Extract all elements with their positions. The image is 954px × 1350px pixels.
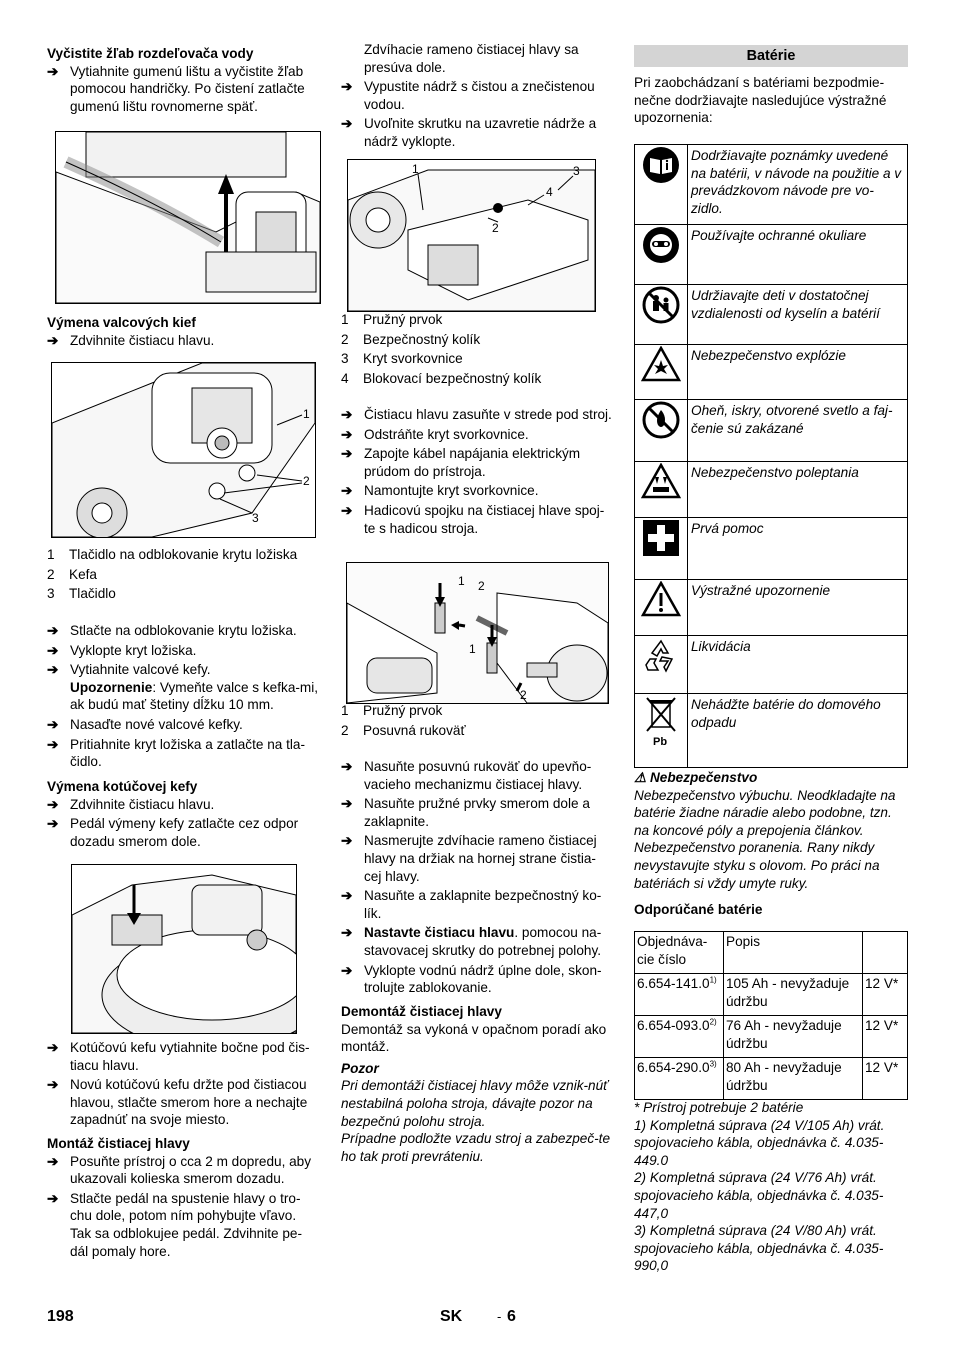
corrosive-icon — [641, 463, 681, 499]
table-cell: 6.654-093.0$^{2)}$ — [635, 1016, 724, 1058]
arrow-icon: ➔ — [341, 446, 353, 462]
step: ➔ Nastavte čistiacu hlavu. pomocou na-stavovacej skrutky do potrebnej polohy. — [341, 925, 602, 958]
step: ➔ Vyklopte kryt ložiska. — [47, 642, 197, 658]
step: ➔ Nasuňte pružné prvky smerom dole a zaklapnite. — [341, 796, 590, 829]
arrow-icon: ➔ — [47, 63, 59, 79]
table-cell — [635, 462, 688, 518]
legend-item: 2 Bezpečnostný kolík — [341, 331, 481, 347]
arrow-icon: ➔ — [341, 116, 353, 132]
section-head-mounting — [47, 1135, 319, 1260]
section-dismount — [341, 1003, 613, 1165]
first-aid-icon — [642, 519, 680, 557]
steps-handle — [341, 758, 613, 997]
step: ➔ Čistiacu hlavu zasuňte v strede pod stroj. — [341, 407, 612, 422]
table-cell: 6.654-141.0$^{1)}$ — [635, 974, 724, 1016]
step: ➔ Posuňte prístroj o cca 2 m dopredu, aby ukazovali kolieska smerom dozadu. — [47, 1153, 312, 1187]
section-gutter — [47, 45, 319, 115]
arrow-icon: ➔ — [341, 426, 353, 442]
legend-handle — [341, 702, 613, 741]
section-roller-brushes — [47, 314, 319, 349]
step: ➔ Vyklopte vodnú nádrž úplne dole, skon-trolujte zablokovanie. — [341, 962, 602, 996]
step: ➔ Hadicovú spojku na čistiacej hlave spoj-te s hadicou stroja. — [341, 502, 605, 536]
arrow-icon: ➔ — [47, 816, 59, 832]
table-row — [635, 345, 908, 400]
table-cell — [635, 518, 688, 580]
table-row — [635, 400, 908, 462]
table-cell — [635, 694, 688, 768]
danger-heading: ⚠ Nebezpečenstvo — [634, 770, 758, 785]
disc-brush-illustration — [72, 865, 296, 1033]
footnote: * Prístroj potrebuje 2 batérie — [634, 1100, 804, 1115]
manual-icon — [642, 146, 680, 184]
table-cell — [635, 636, 688, 694]
step: ➔ Stlačte na odblokovanie krytu ložiska. — [47, 623, 297, 638]
step: ➔ Namontujte kryt svorkovnice. — [341, 483, 539, 499]
table-cell: 80 Ah - nevyžaduje údržbu — [724, 1058, 863, 1100]
table-row — [635, 225, 908, 285]
section-number: 6 — [507, 1308, 516, 1325]
goggles-icon — [642, 226, 680, 264]
section-heading: Výmena kotúčovej kefy — [47, 779, 198, 794]
steps-mounting — [341, 406, 613, 537]
battery-intro: Pri zaobchádzaní s batériami bezpodmie-nečne dodržiavajte nasledujúce výstražné upozornenia: — [634, 75, 887, 126]
table-header: Popis — [724, 932, 863, 974]
footer-separator: - — [497, 1309, 502, 1324]
legend-item: 4 Blokovací bezpečnostný kolík — [341, 370, 542, 386]
arrow-icon: ➔ — [47, 1040, 59, 1055]
crossed-bin-icon — [642, 695, 680, 749]
no-fire-icon — [642, 401, 680, 439]
table-cell: Nebezpečenstvo explózie — [688, 345, 908, 400]
step: ➔ Novú kotúčovú kefu držte pod čistiacou hlavou, stlačte smerom hore a nechajte zapadnúť na svoje miesto. — [47, 1077, 308, 1128]
section-heading: Demontáž čistiacej hlavy — [341, 1004, 502, 1019]
table-cell — [635, 285, 688, 345]
table-header: Objednáva-cie číslo — [635, 932, 724, 974]
table-cell: 76 Ah - nevyžaduje údržbu — [724, 1016, 863, 1058]
table-row — [635, 145, 908, 225]
step: ➔ Zapojte kábel napájania elektrickým prúdom do prístroja. — [341, 446, 581, 479]
arrow-icon: ➔ — [341, 483, 353, 499]
step: ➔ Nasaďte nové valcové kefky. — [47, 716, 243, 732]
footnote: 2) Kompletná súprava (24 V/76 Ah) vrát. spojovacieho kábla, objednávka č. 4.035-447,0 — [634, 1170, 884, 1221]
arrow-icon: ➔ — [341, 925, 353, 941]
table-row — [635, 1058, 908, 1100]
page-number: 198 — [47, 1308, 74, 1325]
table-cell: Nebezpečenstvo poleptania — [688, 462, 908, 518]
table-row — [635, 1016, 908, 1058]
legend-item: 1 Pružný prvok — [341, 703, 443, 718]
steps-top — [341, 41, 613, 151]
arrow-icon: ➔ — [47, 623, 59, 638]
danger-text: Nebezpečenstvo výbuchu. Neodkladajte na batérie žiadne náradie alebo podobne, tzn. na koncové póly a prepojenia článkov. Nebezpečenstvo poranenia. Rany nikdy nevystavujte styku s olovom. Po práci na batériách si vždy umyte ruky. — [634, 787, 896, 891]
warning-triangle-icon: ⚠ — [634, 770, 647, 785]
step: ➔ Kotúčovú kefu vytiahnite bočne pod čis-tiacu hlavu. — [47, 1040, 310, 1073]
section-heading: Výmena valcových kief — [47, 315, 196, 330]
table-cell: Udržiavajte deti v dostatočnej vzdialenosti od kyselín a batérií — [688, 285, 908, 345]
arrow-icon: ➔ — [341, 962, 353, 978]
figure-handle — [346, 562, 609, 704]
step: ➔ Odstráňte kryt svorkovnice. — [341, 426, 529, 442]
language-code: SK — [440, 1308, 463, 1325]
table-cell: Likvidácia — [688, 636, 908, 694]
caution-heading: Pozor — [341, 1060, 379, 1076]
arrow-icon: ➔ — [341, 407, 353, 422]
callout-1: 1 — [469, 642, 476, 656]
legend-roller-brush — [47, 546, 319, 605]
arrow-icon: ➔ — [341, 833, 353, 849]
battery-table — [634, 931, 908, 1100]
step: ➔ Pedál výmeny kefy zatlačte cez odpor dozadu smerom dole. — [47, 816, 299, 849]
table-cell: 105 Ah - nevyžaduje údržbu — [724, 974, 863, 1016]
roller-brush-illustration — [52, 363, 315, 537]
callout-2: 2 — [303, 474, 310, 488]
legend-item: 1 Tlačidlo na odblokovanie krytu ložiska — [47, 547, 298, 562]
table-cell — [635, 345, 688, 400]
machine-illustration — [56, 132, 320, 303]
table-cell: 6.654-290.0$^{3)}$ — [635, 1058, 724, 1100]
section-disc-brush — [47, 778, 319, 850]
table-row — [635, 580, 908, 636]
step: ➔ Stlačte pedál na spustenie hlavy o tro-chu dole, potom ním pohybujte vľavo. Tak sa odblokujee pedál. Zdvihnite pe-dál pomaly hore. — [47, 1190, 302, 1259]
arrow-icon: ➔ — [47, 1153, 59, 1169]
table-cell — [635, 145, 688, 225]
arrow-icon: ➔ — [47, 796, 59, 812]
step: ➔ Zdvihnite čistiacu hlavu. — [47, 796, 215, 812]
figure-roller-brush — [51, 362, 316, 538]
callout-2: 2 — [478, 579, 485, 593]
pb-label: Pb — [653, 736, 668, 748]
danger-block — [634, 769, 908, 892]
legend-item: 3 Kryt svorkovnice — [341, 351, 463, 367]
arrow-icon: ➔ — [47, 662, 59, 678]
step: ➔ Pritiahnite kryt ložiska a zatlačte na tla-čidlo. — [47, 736, 305, 770]
table-cell: Nehádžte batérie do domového odpadu — [688, 694, 908, 768]
callout-1: 1 — [412, 162, 419, 176]
arrow-icon: ➔ — [47, 736, 59, 752]
warnings-table — [634, 144, 908, 768]
legend-item: 1 Pružný prvok — [341, 312, 443, 327]
legend-item: 3 Tlačidlo — [47, 586, 116, 602]
section-heading-batteries: Batérie — [634, 45, 908, 67]
handle-illustration — [347, 563, 608, 703]
table-cell: Používajte ochranné okuliare — [688, 225, 908, 285]
table-cell: Dodržiavajte poznámky uvedené na batérii, v návode na použitie a v prevádzkovom návode pre vo-zidlo. — [688, 145, 908, 225]
step: ➔ Vypustite nádrž s čistou a znečistenou vodou. — [341, 79, 595, 112]
callout-4: 4 — [546, 185, 553, 199]
callout-3: 3 — [252, 511, 259, 525]
legend-item: 2 Posuvná rukoväť — [341, 722, 466, 738]
figure-disc-brush — [71, 864, 297, 1034]
table-row — [635, 694, 908, 768]
legend-tank — [341, 311, 613, 389]
steps-disc-brush — [47, 1039, 319, 1129]
table-cell — [635, 400, 688, 462]
arrow-icon: ➔ — [341, 759, 353, 774]
recycle-icon — [642, 637, 680, 675]
callout-1: 1 — [303, 407, 310, 421]
table-row — [635, 636, 908, 694]
tank-illustration — [348, 160, 595, 311]
table-cell — [635, 225, 688, 285]
arrow-icon: ➔ — [47, 332, 59, 348]
table-cell: Oheň, iskry, otvorené svetlo a faj-čenie sú zakázané — [688, 400, 908, 462]
step: ➔ Nasmerujte zdvíhacie rameno čistiacej hlavy na držiak na hornej strane čistia-cej hlavy. — [341, 833, 597, 884]
footnote: 3) Kompletná súprava (24 V/80 Ah) vrát. spojovacieho kábla, objednávka č. 4.035-990,0 — [634, 1223, 884, 1274]
callout-2: 2 — [520, 688, 527, 702]
step: ➔ Zdvihnite čistiacu hlavu. — [47, 332, 215, 348]
steps-roller-brush — [47, 622, 319, 771]
caution-text: Prípadne podložte vzadu stroj a zabezpeč-te ho tak proti prevráteniu. — [341, 1131, 611, 1164]
footnote: 1) Kompletná súprava (24 V/105 Ah) vrát. spojovacieho kábla, objednávka č. 4.035-449.0 — [634, 1117, 885, 1168]
arrow-icon: ➔ — [341, 502, 353, 518]
step: ➔ Vytiahnite gumenú lištu a vyčistite žľab pomocou handričky. Po čistení zatlačte gumenú lištu rovnomerne späť. — [47, 63, 305, 114]
recommended-batteries-heading: Odporúčané batérie — [634, 902, 763, 917]
figure-squeegee-gutter — [55, 131, 321, 304]
table-header-row — [635, 932, 908, 974]
figure-tank — [347, 159, 596, 312]
step: ➔ Nasuňte a zaklapnite bezpečnostný ko-lík. — [341, 888, 602, 921]
footnotes — [634, 1099, 908, 1275]
table-cell: 12 V* — [863, 1058, 908, 1100]
step: ➔ Vytiahnite valcové kefy. — [47, 662, 211, 678]
table-cell: Prvá pomoc — [688, 518, 908, 580]
arrow-icon: ➔ — [341, 796, 353, 812]
table-cell: 12 V* — [863, 1016, 908, 1058]
arrow-icon: ➔ — [47, 1190, 59, 1206]
table-cell: Výstražné upozornenie — [688, 580, 908, 636]
table-header — [863, 932, 908, 974]
no-children-icon — [642, 286, 680, 324]
continued-text: Zdvíhacie rameno čistiacej hlavy sa presúva dole. — [364, 42, 579, 75]
paragraph: Demontáž sa vykoná v opačnom poradí ako montáž. — [341, 1021, 607, 1055]
arrow-icon: ➔ — [47, 642, 59, 658]
callout-1: 1 — [458, 574, 465, 588]
table-row — [635, 974, 908, 1016]
table-row — [635, 462, 908, 518]
table-row — [635, 285, 908, 345]
explosion-icon — [641, 346, 681, 382]
warning-icon — [641, 581, 681, 617]
note: Upozornenie: Vymeňte valce s kefka-mi, ak budú mať štetiny dĺžku 10 mm. — [70, 679, 319, 713]
caution-text: Pri demontáži čistiacej hlavy môže vznik-núť nestabilná poloha stroja, dávajte pozor na bezpečnú polohu stroja. — [341, 1078, 608, 1129]
arrow-icon: ➔ — [47, 716, 59, 732]
callout-3: 3 — [573, 164, 580, 178]
section-heading: Vyčistite žľab rozdeľovača vody — [47, 46, 254, 61]
callout-2: 2 — [492, 221, 499, 235]
table-cell: 12 V* — [863, 974, 908, 1016]
step: ➔ Nasuňte posuvnú rukoväť do upevňo-vacieho mechanizmu čistiacej hlavy. — [341, 759, 592, 792]
arrow-icon: ➔ — [341, 888, 353, 904]
table-row — [635, 518, 908, 580]
step: ➔ Uvoľnite skrutku na uzavretie nádrže a nádrž vyklopte. — [341, 116, 597, 149]
arrow-icon: ➔ — [341, 79, 353, 95]
legend-item: 2 Kefa — [47, 566, 97, 582]
table-cell — [635, 580, 688, 636]
section-heading: Montáž čistiacej hlavy — [47, 1136, 190, 1151]
arrow-icon: ➔ — [47, 1077, 59, 1093]
